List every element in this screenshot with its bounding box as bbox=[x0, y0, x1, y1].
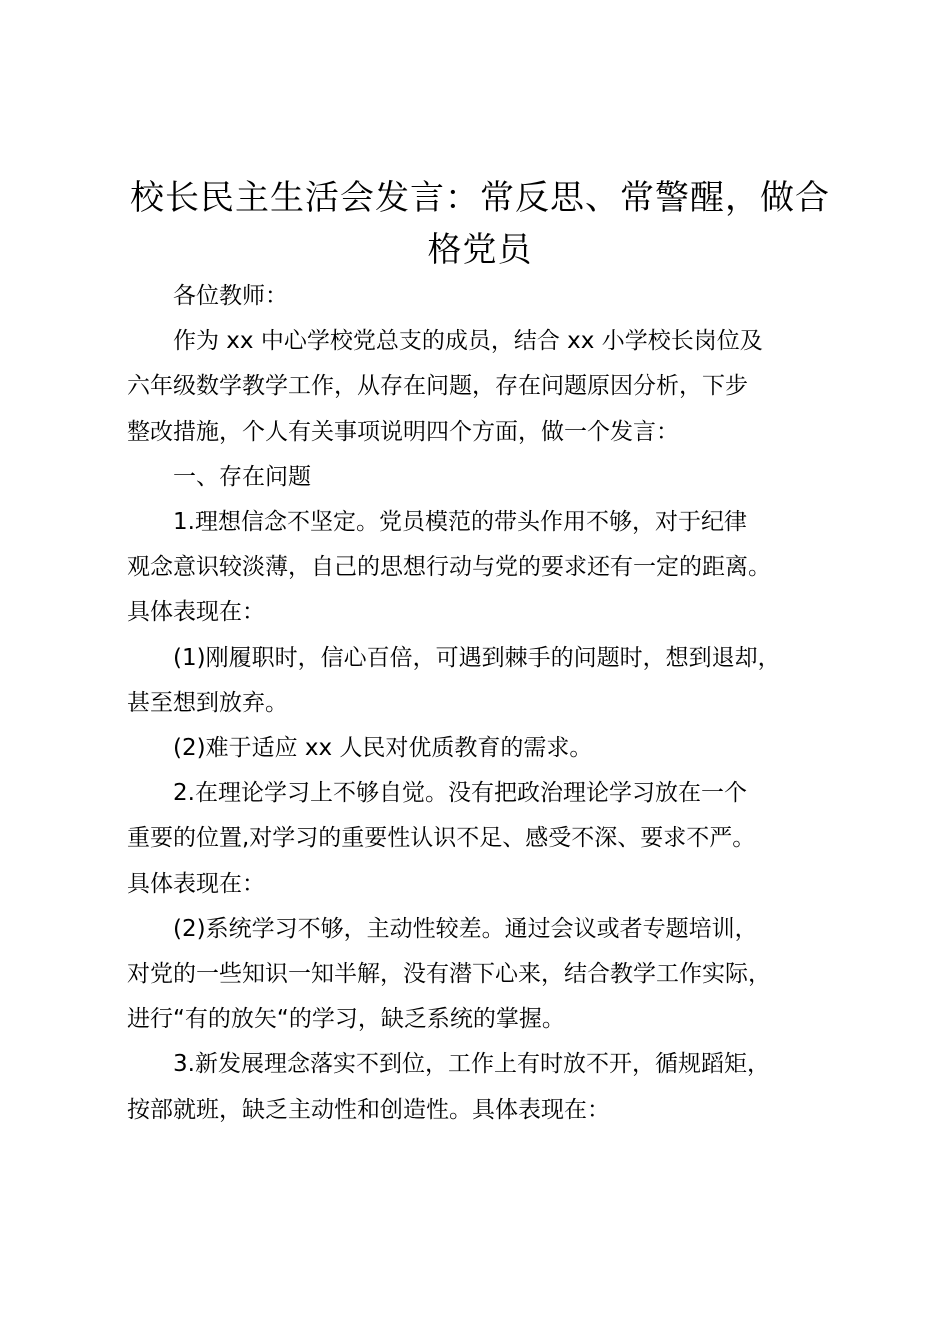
intro-paragraph bbox=[127, 319, 857, 455]
item-1-paragraph bbox=[127, 500, 857, 636]
item-2-sub-2-line-3: 进行“有的放矢“的学习，缺乏系统的掌握。 bbox=[127, 1006, 565, 1033]
item-1-sub-2-paragraph bbox=[127, 726, 857, 771]
item-2-line-3: 具体表现在： bbox=[127, 870, 265, 897]
item-2-sub-2-line-2: 对党的一些知识一知半解，没有潜下心来，结合教学工作实际， bbox=[127, 961, 771, 988]
item-2-paragraph bbox=[127, 771, 857, 907]
item-2-sub-2-paragraph bbox=[127, 907, 857, 1043]
section-heading bbox=[127, 455, 857, 500]
intro-line-1: 作为 xx 中心学校党总支的成员，结合 xx 小学校长岗位及 bbox=[173, 328, 763, 355]
item-1-sub-2-line: (2)难于适应 xx 人民对优质教育的需求。 bbox=[173, 735, 593, 762]
item-3-line-2: 按部就班，缺乏主动性和创造性。具体表现在： bbox=[127, 1096, 610, 1123]
section-heading-text: 一、存在问题 bbox=[173, 463, 311, 490]
item-1-line-2: 观念意识较淡薄，自己的思想行动与党的要求还有一定的距离。 bbox=[127, 554, 771, 581]
item-2-sub-2-line-1: (2)系统学习不够，主动性较差。通过会议或者专题培训， bbox=[173, 915, 758, 942]
greeting-line: 各位教师： bbox=[173, 283, 288, 309]
item-1-line-1: 1.理想信念不坚定。党员模范的带头作用不够，对于纪律 bbox=[173, 509, 747, 536]
title-line-1: 校长民主生活会发言：常反思、常警醒，做合 bbox=[130, 178, 830, 218]
item-1-sub-1-line-2: 甚至想到放弃。 bbox=[127, 689, 288, 716]
title-line-2: 格党员 bbox=[427, 230, 533, 270]
item-3-line-1: 3.新发展理念落实不到位，工作上有时放不开，循规蹈矩， bbox=[173, 1051, 770, 1078]
greeting-paragraph bbox=[127, 274, 857, 319]
intro-line-2: 六年级数学教学工作，从存在问题，存在问题原因分析，下步 bbox=[127, 373, 748, 400]
document-title bbox=[110, 172, 850, 276]
item-1-line-3: 具体表现在： bbox=[127, 599, 265, 626]
item-1-sub-1-paragraph bbox=[127, 636, 857, 726]
item-3-paragraph bbox=[127, 1042, 857, 1132]
item-2-line-2: 重要的位置,对学习的重要性认识不足、感受不深、要求不严。 bbox=[127, 825, 756, 852]
document-body bbox=[127, 274, 857, 1133]
item-2-line-1: 2.在理论学习上不够自觉。没有把政治理论学习放在一个 bbox=[173, 780, 747, 807]
item-1-sub-1-line-1: (1)刚履职时，信心百倍，可遇到棘手的问题时，想到退却， bbox=[173, 644, 781, 671]
intro-line-3: 整改措施，个人有关事项说明四个方面，做一个发言： bbox=[127, 418, 679, 445]
